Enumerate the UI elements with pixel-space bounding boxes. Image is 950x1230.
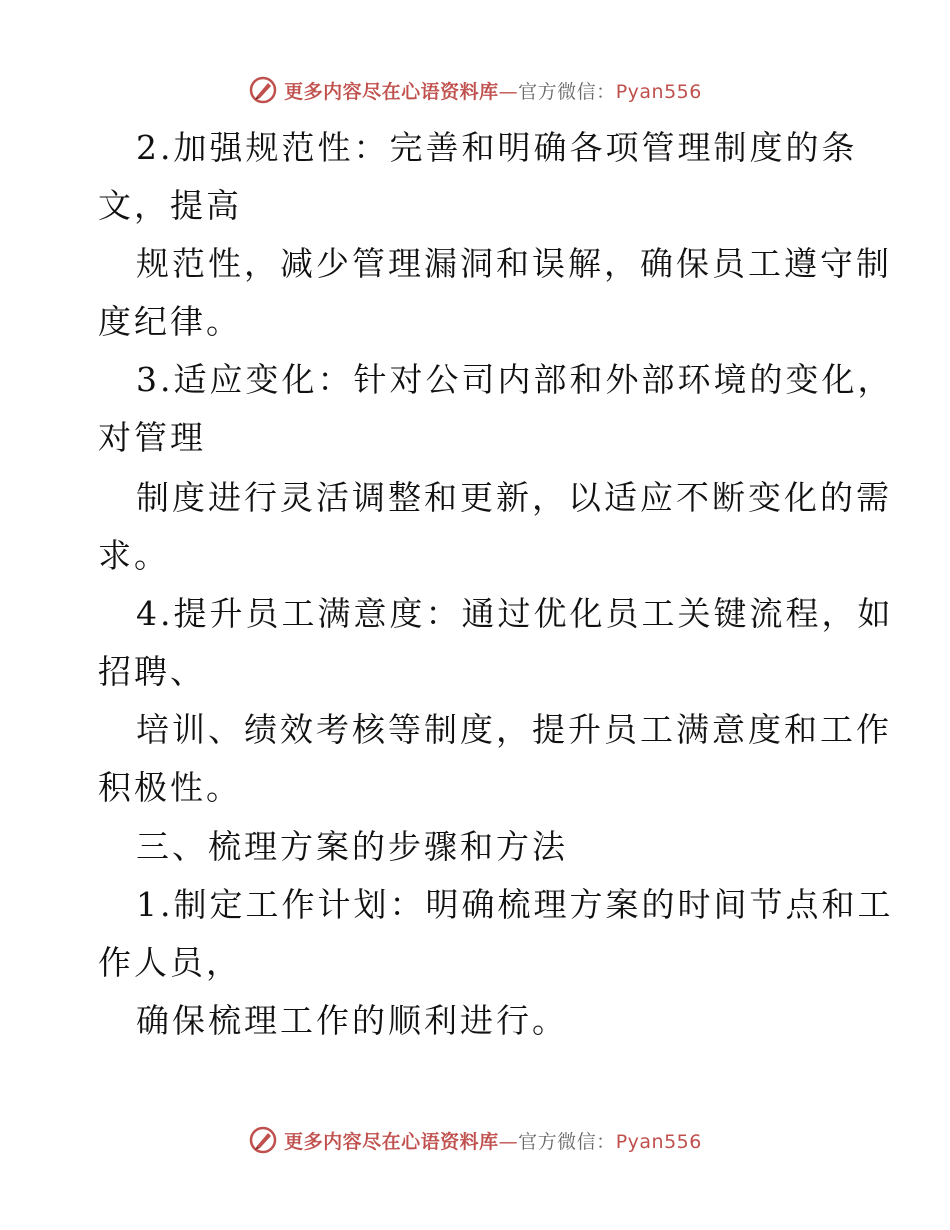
paragraph-line: 招聘、 (98, 652, 206, 691)
pen-logo-icon (248, 1125, 278, 1155)
watermark-dash: — (498, 80, 519, 103)
pen-logo-icon (248, 75, 278, 105)
watermark-brand: 更多内容尽在心语资料库 (284, 1130, 499, 1153)
paragraph-line: 对管理 (98, 418, 206, 457)
paragraph-line: 确保梳理工作的顺利进行。 (136, 1001, 568, 1040)
paragraph-line: 4.提升员工满意度：通过优化员工关键流程，如 (136, 594, 894, 633)
watermark-dash: — (498, 1130, 519, 1153)
section-heading: 三、梳理方案的步骤和方法 (136, 827, 568, 866)
paragraph-line: 3.适应变化：针对公司内部和外部环境的变化， (136, 360, 894, 399)
paragraph-line: 规范性，减少管理漏洞和误解，确保员工遵守制 (136, 244, 892, 283)
paragraph-line: 培训、绩效考核等制度，提升员工满意度和工作 (136, 710, 892, 749)
paragraph-line: 度纪律。 (98, 302, 242, 341)
paragraph-line: 作人员， (98, 943, 242, 982)
watermark-wechat-label: 官方微信： (518, 80, 616, 103)
paragraph-line: 积极性。 (98, 768, 242, 807)
watermark-wechat-id: Pyan556 (615, 1130, 702, 1153)
paragraph-line: 求。 (98, 536, 170, 575)
paragraph-line: 文，提高 (98, 186, 242, 225)
paragraph-line: 2.加强规范性：完善和明确各项管理制度的条 (136, 128, 858, 167)
watermark-wechat-id: Pyan556 (615, 80, 702, 103)
watermark-brand: 更多内容尽在心语资料库 (284, 80, 499, 103)
header-watermark (0, 72, 950, 108)
footer-watermark (0, 1122, 950, 1158)
paragraph-line: 制度进行灵活调整和更新，以适应不断变化的需 (136, 478, 892, 517)
watermark-wechat-label: 官方微信： (518, 1130, 616, 1153)
paragraph-line: 1.制定工作计划：明确梳理方案的时间节点和工 (136, 885, 894, 924)
